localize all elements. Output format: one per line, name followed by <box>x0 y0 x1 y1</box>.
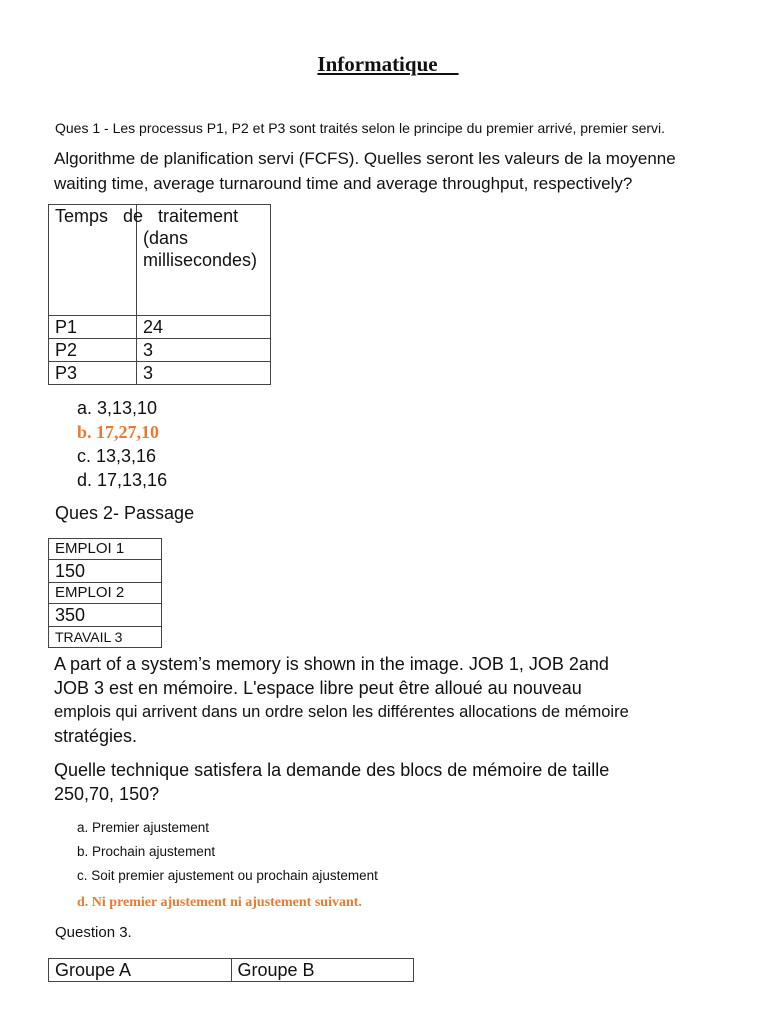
table-row <box>49 539 162 560</box>
q2-question <box>54 758 744 806</box>
q2-option-a: a. Premier ajustement <box>77 820 210 835</box>
header-col2-line1: (dans <box>143 228 189 248</box>
q2-option-d-correct: d. Ni premier ajustement ni ajustement suivant. <box>77 895 362 910</box>
q2-option-b: b. Prochain ajustement <box>77 844 216 859</box>
q2-para-line-4: stratégies. <box>54 726 138 746</box>
table-row <box>49 316 271 339</box>
table-row <box>49 362 271 385</box>
group-b-cell: Groupe B <box>231 959 414 982</box>
process-cell: P2 <box>49 339 137 362</box>
q2-option-c: c. Soit premier ajustement ou prochain ajustement <box>77 868 378 883</box>
groups-table <box>48 958 414 982</box>
q1-text <box>54 146 754 196</box>
q1-option-c: c. 13,3,16 <box>77 446 157 466</box>
q2-question-line-1: Quelle technique satisfera la demande des blocs de mémoire de taille <box>54 760 610 780</box>
table-row <box>49 959 414 982</box>
q1-option-d: d. 17,13,16 <box>77 470 168 490</box>
table-header-row <box>49 205 271 316</box>
q2-para-line-2: JOB 3 est en mémoire. L'espace libre peut être alloué au nouveau <box>54 678 582 698</box>
page-title: Informatique <box>317 52 438 76</box>
q2-paragraph <box>54 652 744 748</box>
q2-para-line-3: emplois qui arrivent dans un ordre selon les différentes allocations de mémoire <box>54 703 629 721</box>
q2-para-line-1: A part of a system’s memory is shown in the image. JOB 1, JOB 2and <box>54 654 609 674</box>
q1-options <box>77 396 167 492</box>
q1-option-b-correct: b. 17,27,10 <box>77 422 160 442</box>
process-cell: P3 <box>49 362 137 385</box>
q1-intro: Ques 1 - Les processus P1, P2 et P3 sont traités selon le principe du premier arrivé, premier servi. <box>55 120 666 136</box>
table-row <box>49 604 162 627</box>
time-cell: 3 <box>137 362 271 385</box>
q1-option-a: a. 3,13,10 <box>77 398 158 418</box>
q1-line-2: waiting time, average turnaround time and average throughput, respectively? <box>54 174 633 193</box>
memory-cell: TRAVAIL 3 <box>49 627 162 648</box>
table-row <box>49 560 162 583</box>
q2-title: Ques 2- Passage <box>55 503 195 523</box>
header-col1-text: Temps de traitement <box>55 206 239 226</box>
table-row <box>49 339 271 362</box>
memory-cell: EMPLOI 1 <box>49 539 162 560</box>
processing-time-table <box>48 204 271 385</box>
q2-options <box>77 816 378 915</box>
q2-question-line-2: 250,70, 150? <box>54 784 160 804</box>
table-row <box>49 627 162 648</box>
memory-cell: 350 <box>49 604 162 627</box>
q1-line-1: Algorithme de planification servi (FCFS). Quelles seront les valeurs de la moyenne <box>54 149 676 168</box>
group-a-cell: Groupe A <box>49 959 232 982</box>
time-cell: 3 <box>137 339 271 362</box>
memory-cell: EMPLOI 2 <box>49 583 162 604</box>
process-cell: P1 <box>49 316 137 339</box>
table-row <box>49 583 162 604</box>
memory-cell: 150 <box>49 560 162 583</box>
time-cell: 24 <box>137 316 271 339</box>
q3-title: Question 3. <box>55 924 132 941</box>
memory-table <box>48 538 162 648</box>
header-col2-line2: millisecondes) <box>143 250 258 270</box>
